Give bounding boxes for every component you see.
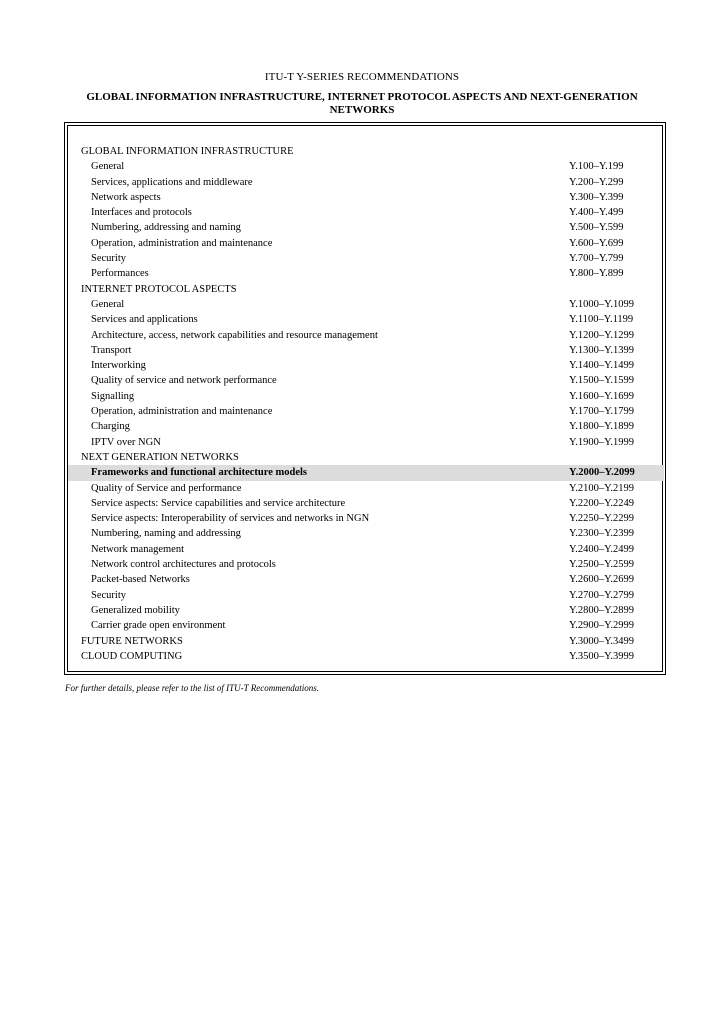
table-row [68, 481, 664, 496]
table-row [68, 526, 664, 541]
table-inner-border [67, 125, 663, 672]
row-label: GLOBAL INFORMATION INFRASTRUCTURE [81, 146, 294, 157]
row-label: Services and applications [91, 314, 198, 326]
table-row [68, 373, 664, 388]
series-title: ITU-T Y-SERIES RECOMMENDATIONS [264, 71, 460, 83]
row-range: Y.1800–Y.1899 [569, 421, 634, 433]
row-range: Y.2300–Y.2399 [569, 528, 634, 540]
row-range: Y.400–Y.499 [569, 207, 624, 219]
row-range: Y.2700–Y.2799 [569, 589, 634, 601]
row-label: Security [91, 589, 126, 601]
row-label: Architecture, access, network capabilities and resource management [91, 329, 378, 341]
section-heading-row [68, 450, 664, 465]
section-heading-row [68, 282, 664, 297]
row-range: Y.2800–Y.2899 [569, 604, 634, 616]
section-heading-row [68, 649, 664, 664]
page-title: GLOBAL INFORMATION INFRASTRUCTURE, INTERNET PROTOCOL ASPECTS AND NEXT-GENERATION NETWORKS [86, 91, 638, 116]
section-heading-row [68, 144, 664, 159]
row-label: NEXT GENERATION NETWORKS [81, 451, 239, 463]
table-row [68, 618, 664, 633]
row-label: Security [91, 253, 126, 265]
table-row [68, 190, 664, 205]
row-range: Y.200–Y.299 [569, 176, 624, 188]
row-label: Packet-based Networks [91, 574, 190, 586]
table-row [68, 557, 664, 572]
table-row [68, 251, 664, 266]
table-row [68, 496, 664, 511]
row-label: Quality of service and network performance [91, 375, 277, 387]
row-range: Y.2900–Y.2999 [569, 620, 634, 632]
row-range: Y.1000–Y.1099 [569, 298, 634, 310]
row-range: Y.2250–Y.2299 [569, 513, 634, 525]
row-label: Signalling [91, 390, 135, 402]
row-range: Y.1500–Y.1599 [569, 375, 634, 387]
row-range: Y.3000–Y.3499 [569, 635, 634, 647]
row-label: Network control architectures and protocols [91, 559, 276, 571]
row-range: Y.2200–Y.2249 [569, 497, 634, 509]
row-range: Y.2500–Y.2599 [569, 559, 634, 571]
row-range: Y.2000–Y.2099 [569, 467, 635, 479]
row-label: Interworking [91, 360, 146, 372]
table-row [68, 312, 664, 327]
table-row [68, 465, 664, 480]
row-label: General [91, 298, 125, 310]
table-row [68, 343, 664, 358]
table-row [68, 358, 664, 373]
row-range: Y.500–Y.599 [569, 222, 624, 234]
row-range: Y.2100–Y.2199 [569, 482, 634, 494]
row-label: Service aspects: Interoperability of services and networks in NGN [91, 513, 370, 525]
table-row [68, 404, 664, 419]
row-range: Y.1300–Y.1399 [569, 344, 634, 356]
row-label: Network management [91, 543, 185, 555]
table-row [68, 328, 664, 343]
table-row [68, 419, 664, 434]
row-range: Y.800–Y.899 [569, 268, 624, 280]
row-label: IPTV over NGN [91, 436, 161, 448]
row-label: INTERNET PROTOCOL ASPECTS [81, 283, 237, 295]
row-range: Y.1100–Y.1199 [569, 314, 634, 326]
row-label: Services, applications and middleware [91, 176, 253, 188]
row-range: Y.100–Y.199 [569, 161, 624, 173]
table-row [68, 435, 664, 450]
row-label: Numbering, naming and addressing [91, 528, 241, 540]
row-label: Transport [91, 344, 132, 356]
table-rows [68, 144, 664, 664]
row-label: Frameworks and functional architecture models [91, 467, 308, 479]
row-range: Y.600–Y.699 [569, 237, 624, 249]
table-row [68, 205, 664, 220]
row-range: Y.1400–Y.1499 [569, 360, 634, 372]
table-row [68, 159, 664, 174]
row-label: Operation, administration and maintenance [91, 406, 273, 418]
row-range: Y.1200–Y.1299 [569, 329, 634, 341]
row-label: Charging [91, 421, 130, 433]
row-label: CLOUD COMPUTING [81, 650, 183, 662]
footnote: For further details, please refer to the list of ITU-T Recommendations. [65, 683, 319, 693]
row-range: Y.2400–Y.2499 [569, 543, 634, 555]
row-range: Y.2600–Y.2699 [569, 574, 634, 586]
table-row [68, 175, 664, 190]
table-row [68, 572, 664, 587]
table-row [68, 236, 664, 251]
row-label: Performances [91, 268, 149, 280]
row-label: General [91, 161, 125, 173]
row-label: Operation, administration and maintenance [91, 237, 273, 249]
row-label: Service aspects: Service capabilities and service architecture [91, 497, 346, 509]
row-label: Generalized mobility [91, 604, 180, 616]
row-range: Y.1600–Y.1699 [569, 390, 634, 402]
table-row [68, 603, 664, 618]
row-label: Interfaces and protocols [91, 207, 192, 219]
table-row [68, 588, 664, 603]
section-heading-row [68, 634, 664, 649]
row-range: Y.300–Y.399 [569, 191, 624, 203]
row-range: Y.700–Y.799 [569, 253, 624, 265]
row-label: Numbering, addressing and naming [91, 222, 241, 234]
row-range: Y.3500–Y.3999 [569, 650, 634, 662]
table-row [68, 511, 664, 526]
row-range: Y.1700–Y.1799 [569, 406, 634, 418]
row-label: Quality of Service and performance [91, 482, 242, 494]
row-range: Y.1900–Y.1999 [569, 436, 634, 448]
row-label: Carrier grade open environment [91, 620, 226, 632]
row-label: Network aspects [91, 191, 161, 203]
table-row [68, 297, 664, 312]
table-row [68, 542, 664, 557]
table-row [68, 220, 664, 235]
table-row [68, 389, 664, 404]
recommendations-table [64, 122, 666, 675]
row-label: FUTURE NETWORKS [81, 635, 183, 647]
table-row [68, 266, 664, 281]
